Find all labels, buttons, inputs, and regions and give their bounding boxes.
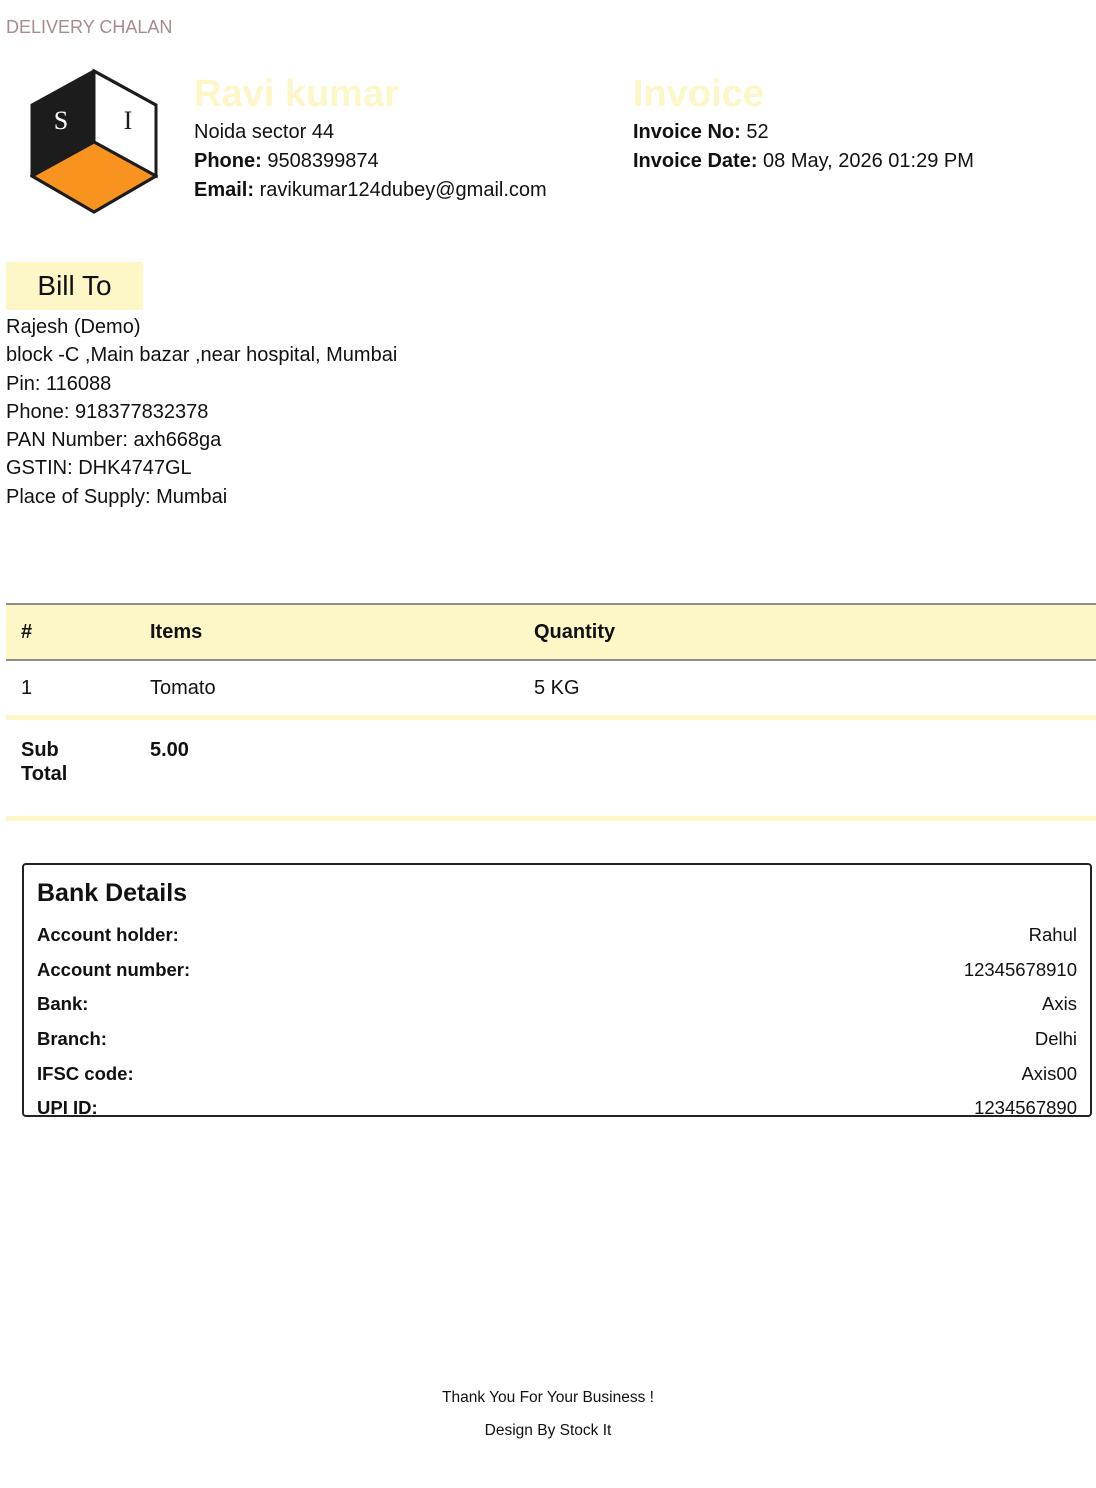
subtotal-empty xyxy=(519,718,1096,819)
bank-details-card xyxy=(22,863,1092,1117)
invoice-heading: Invoice xyxy=(633,73,764,115)
column-header-items: Items xyxy=(135,604,519,660)
seller-email-line xyxy=(194,176,547,205)
table-header-row xyxy=(6,604,1096,660)
logo-letter-i: I xyxy=(123,106,133,135)
invoice-date: 08 May, 2026 01:29 PM xyxy=(763,150,974,172)
bill-to-heading: Bill To xyxy=(6,262,143,310)
bank-value: Axis00 xyxy=(1021,1062,1077,1084)
bank-label: UPI ID: xyxy=(37,1097,98,1119)
seller-phone: 9508399874 xyxy=(267,150,379,172)
seller-phone-line xyxy=(194,147,547,176)
seller-address: Noida sector 44 xyxy=(194,121,335,143)
customer-pan: PAN Number: axh668ga xyxy=(6,429,222,452)
document-type-label: DELIVERY CHALAN xyxy=(6,17,173,37)
bank-value: 1234567890 xyxy=(974,1097,1077,1119)
cell-item: Tomato xyxy=(135,660,519,718)
seller-phone-label: Phone: xyxy=(194,150,262,172)
seller-name: Ravi kumar xyxy=(194,73,399,115)
bank-value: Delhi xyxy=(1034,1028,1077,1050)
bank-value: Rahul xyxy=(1028,924,1077,946)
logo-letter-s: S xyxy=(53,106,69,135)
subtotal-label xyxy=(6,718,135,819)
bank-label: Account holder: xyxy=(37,924,179,946)
customer-pin: Pin: 116088 xyxy=(6,372,112,395)
customer-phone: Phone: 918377832378 xyxy=(6,400,209,423)
subtotal-label-line1: Sub xyxy=(21,739,59,761)
bank-details-title: Bank Details xyxy=(37,879,188,907)
table-row xyxy=(6,660,1096,718)
bank-label: Account number: xyxy=(37,958,191,980)
bank-row-ifsc xyxy=(37,1056,1077,1091)
footer-credit: Design By Stock It xyxy=(484,1422,612,1439)
invoice-info xyxy=(633,72,974,176)
bank-value: Axis xyxy=(1042,993,1077,1015)
customer-gstin: GSTIN: DHK4747GL xyxy=(6,457,192,480)
seller-email-label: Email: xyxy=(194,179,255,201)
invoice-number: 52 xyxy=(746,121,769,143)
bank-label: Branch: xyxy=(37,1028,107,1050)
bill-to-details xyxy=(6,313,397,511)
subtotal-label-line2: Total xyxy=(21,763,68,785)
company-logo-icon xyxy=(30,68,158,216)
invoice-date-line xyxy=(633,147,974,176)
bank-row-account-number xyxy=(37,953,1077,988)
cell-number: 1 xyxy=(6,660,135,718)
seller-info xyxy=(194,72,547,205)
bank-row-branch xyxy=(37,1022,1077,1057)
customer-name: Rajesh (Demo) xyxy=(6,316,141,338)
invoice-number-label: Invoice No: xyxy=(633,121,741,143)
customer-address: block -C ,Main bazar ,near hospital, Mumbai xyxy=(6,344,398,367)
items-table xyxy=(6,603,1096,821)
invoice-date-label: Invoice Date: xyxy=(633,150,758,172)
bank-row-bank xyxy=(37,987,1077,1022)
bank-row-account-holder xyxy=(37,918,1077,953)
seller-email: ravikumar124dubey@gmail.com xyxy=(259,179,547,201)
bank-label: Bank: xyxy=(37,993,89,1015)
bank-value: 12345678910 xyxy=(963,958,1077,980)
invoice-number-line xyxy=(633,118,974,147)
cell-quantity: 5 KG xyxy=(519,660,1096,718)
footer-thanks: Thank You For Your Business ! xyxy=(442,1389,654,1406)
subtotal-row xyxy=(6,718,1096,819)
bank-label: IFSC code: xyxy=(37,1062,134,1084)
place-of-supply: Place of Supply: Mumbai xyxy=(6,485,228,508)
bank-row-upi xyxy=(37,1091,1077,1126)
column-header-number: # xyxy=(6,604,135,660)
column-header-quantity: Quantity xyxy=(519,604,1096,660)
subtotal-value: 5.00 xyxy=(135,718,519,819)
